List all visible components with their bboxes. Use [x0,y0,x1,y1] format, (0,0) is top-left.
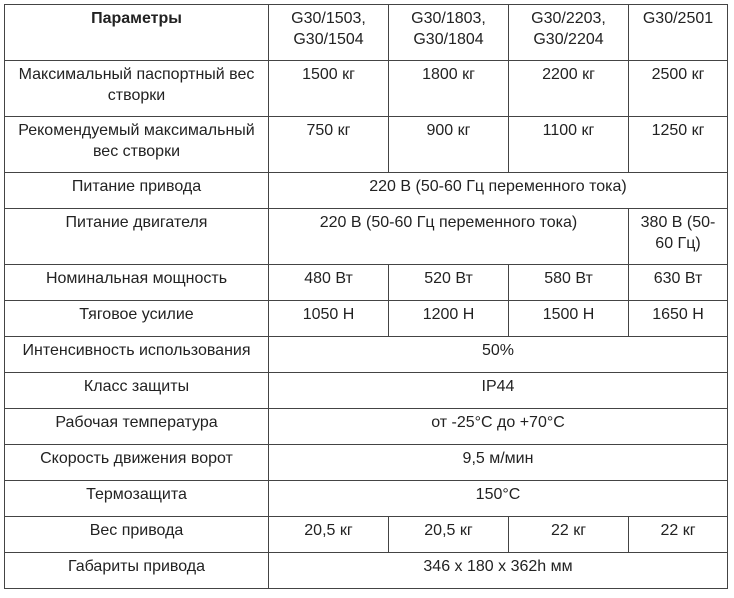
cell-value: 2200 кг [509,61,629,117]
table-row [5,445,728,481]
cell-merged-value: от -25°C до +70°C [269,409,728,445]
header-parameters: Параметры [5,5,269,61]
cell-value: 1050 Н [269,301,389,337]
row-label: Максимальный паспортный вес створки [5,61,269,117]
row-label: Термозащита [5,481,269,517]
row-label: Рекомендуемый максимальный вес створки [5,117,269,173]
row-label: Скорость движения ворот [5,445,269,481]
table-row [5,517,728,553]
cell-merged-value: IP44 [269,373,728,409]
cell-merged-value: 150°C [269,481,728,517]
table-row [5,61,728,117]
cell-value: 480 Вт [269,265,389,301]
table-row [5,337,728,373]
cell-merged-value: 220 В (50-60 Гц переменного тока) [269,173,728,209]
cell-value: 900 кг [389,117,509,173]
table-row [5,301,728,337]
row-label: Габариты привода [5,553,269,589]
specifications-table [4,4,728,589]
row-label: Тяговое усилие [5,301,269,337]
cell-value: 20,5 кг [269,517,389,553]
cell-merged-value: 220 В (50-60 Гц переменного тока) [269,209,629,265]
cell-value: 1500 кг [269,61,389,117]
cell-value: 1650 Н [629,301,728,337]
cell-value: 20,5 кг [389,517,509,553]
table-row [5,373,728,409]
cell-value: 750 кг [269,117,389,173]
cell-value: 1100 кг [509,117,629,173]
table-row [5,117,728,173]
cell-value: 1800 кг [389,61,509,117]
table-row [5,553,728,589]
row-label: Вес привода [5,517,269,553]
cell-value: 1500 Н [509,301,629,337]
table-row [5,265,728,301]
table-row [5,409,728,445]
row-label: Интенсивность использования [5,337,269,373]
table-row [5,173,728,209]
cell-value: 580 Вт [509,265,629,301]
cell-value: 22 кг [629,517,728,553]
table-header-row [5,5,728,61]
header-model-3: G30/2203, G30/2204 [509,5,629,61]
cell-merged-value: 9,5 м/мин [269,445,728,481]
row-label: Рабочая температура [5,409,269,445]
row-label: Питание привода [5,173,269,209]
cell-merged-value: 346 х 180 х 362h мм [269,553,728,589]
cell-value: 630 Вт [629,265,728,301]
cell-value: 1250 кг [629,117,728,173]
header-model-2: G30/1803, G30/1804 [389,5,509,61]
cell-value: 380 В (50-60 Гц) [629,209,728,265]
row-label: Питание двигателя [5,209,269,265]
cell-value: 1200 Н [389,301,509,337]
table-row [5,209,728,265]
cell-merged-value: 50% [269,337,728,373]
row-label: Класс защиты [5,373,269,409]
table-row [5,481,728,517]
header-model-1: G30/1503, G30/1504 [269,5,389,61]
cell-value: 2500 кг [629,61,728,117]
cell-value: 22 кг [509,517,629,553]
header-model-4: G30/2501 [629,5,728,61]
row-label: Номинальная мощность [5,265,269,301]
cell-value: 520 Вт [389,265,509,301]
